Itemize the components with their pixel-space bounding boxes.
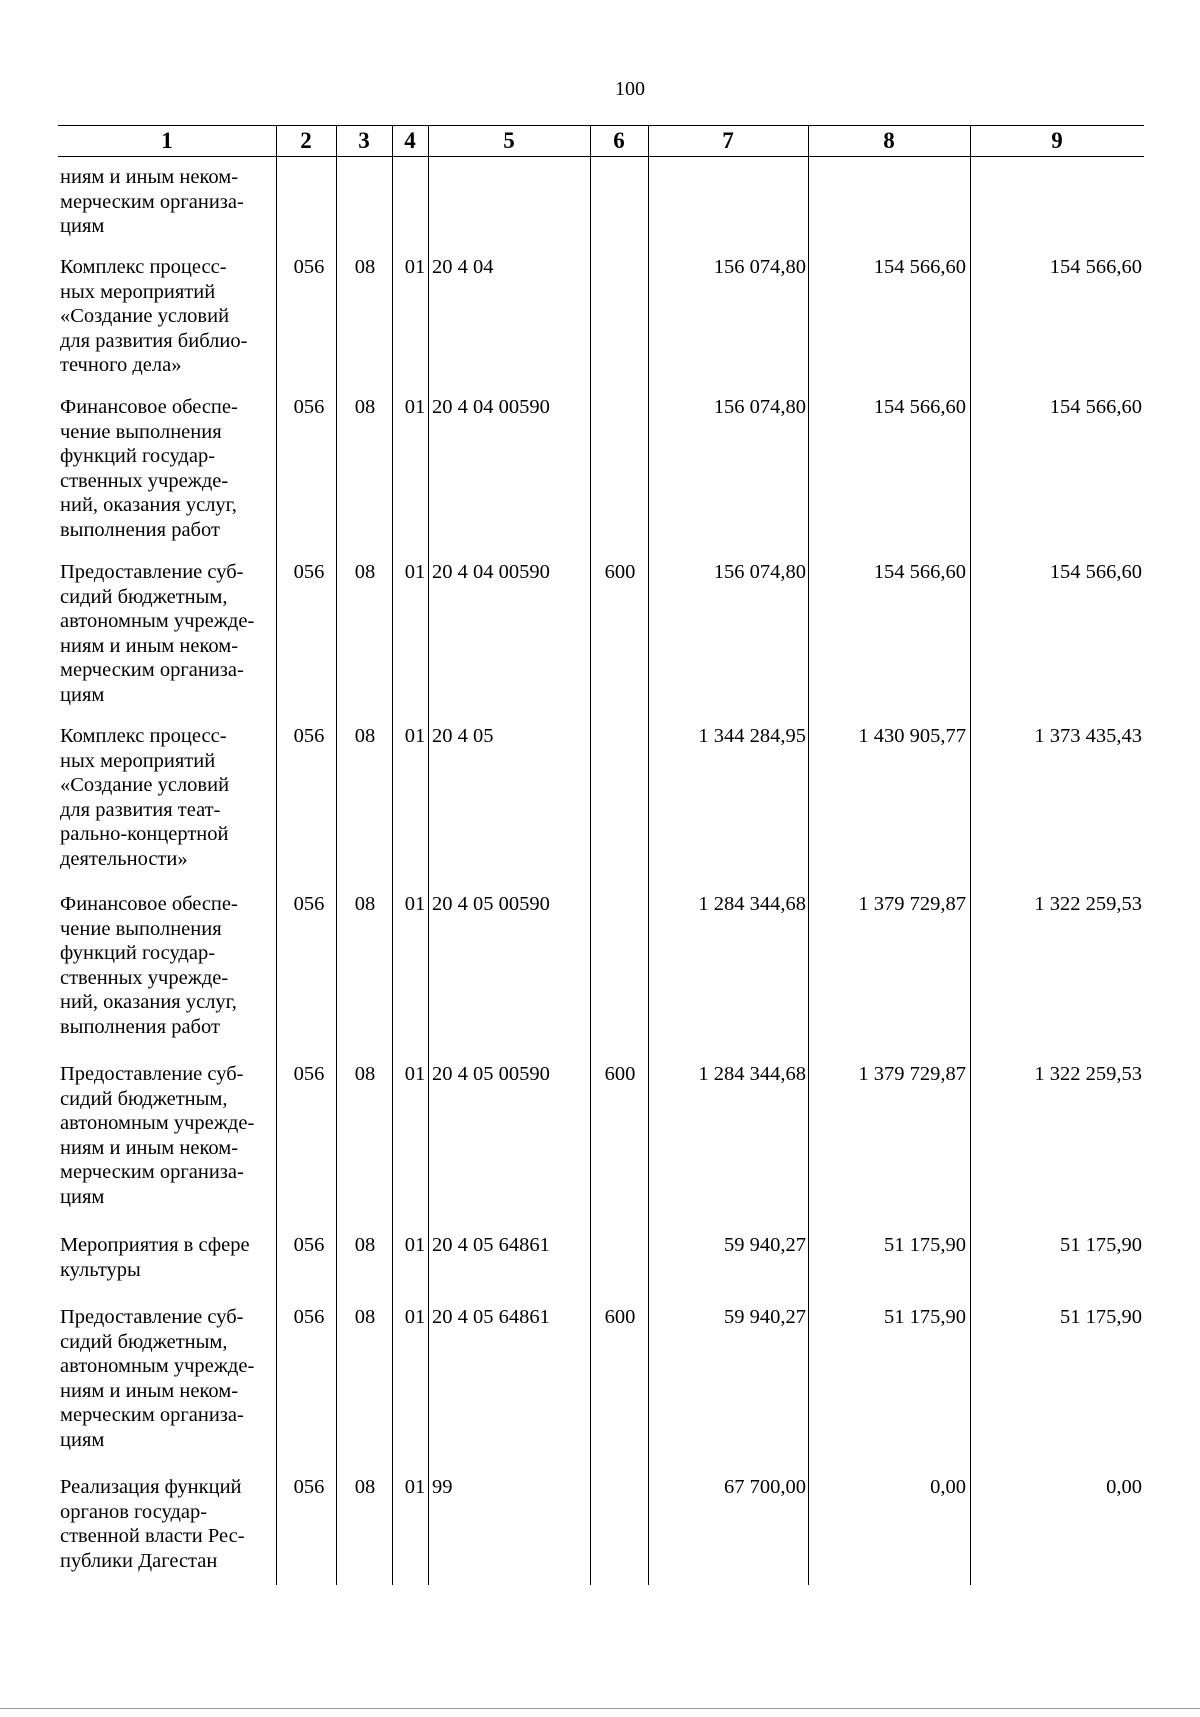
cell-col-2: 056 (293, 1306, 325, 1328)
column-divider (648, 125, 649, 1585)
cell-col-8: 1 379 729,87 (858, 1063, 966, 1085)
cell-col-6: 600 (604, 1063, 636, 1085)
cell-col-7: 1 284 344,68 (698, 893, 806, 915)
cell-col-7: 59 940,27 (724, 1234, 806, 1256)
cell-col-4: 01 (404, 396, 426, 418)
header-col-1: 1 (161, 128, 173, 153)
header-col-6: 6 (613, 128, 625, 153)
cell-col-8: 154 566,60 (873, 256, 966, 278)
cell-col-9: 51 175,90 (1060, 1234, 1142, 1256)
cell-col-2: 056 (293, 1234, 325, 1256)
cell-col-8: 154 566,60 (873, 396, 966, 418)
cell-col-4: 01 (404, 1234, 426, 1256)
cell-col-8: 154 566,60 (873, 561, 966, 583)
cell-col-7: 156 074,80 (713, 256, 806, 278)
header-col-4: 4 (404, 128, 416, 153)
row-name: Финансовое обеспе- чение выполнения функций государ- ственных учрежде- ний, оказания услуг, выполнения работ (60, 396, 238, 541)
cell-col-9: 51 175,90 (1060, 1306, 1142, 1328)
header-col-9: 9 (1051, 128, 1063, 153)
cell-col-5: 20 4 04 00590 (432, 396, 550, 418)
cell-col-2: 056 (293, 1476, 325, 1498)
column-divider (392, 125, 393, 1585)
cell-col-8: 1 379 729,87 (858, 893, 966, 915)
cell-col-2: 056 (293, 256, 325, 278)
cell-col-4: 01 (404, 893, 426, 915)
cell-col-3: 08 (354, 561, 376, 583)
row-name: Предоставление суб- сидий бюджетным, автономным учрежде- ниям и иным неком- мерческим организа- циям (60, 1063, 255, 1208)
row-name: Комплекс процесс- ных мероприятий «Создание условий для развития теат- рально-концертной деятельности» (60, 725, 230, 870)
cell-col-8: 51 175,90 (884, 1234, 966, 1256)
row-name: Реализация функций органов государ- ственной власти Рес- публики Дагестан (60, 1476, 245, 1572)
cell-col-2: 056 (293, 1063, 325, 1085)
cell-col-3: 08 (354, 256, 376, 278)
cell-col-9: 154 566,60 (1049, 256, 1142, 278)
cell-col-7: 156 074,80 (713, 396, 806, 418)
cell-col-2: 056 (293, 725, 325, 747)
cell-col-4: 01 (404, 725, 426, 747)
cell-col-3: 08 (354, 725, 376, 747)
cell-col-9: 154 566,60 (1049, 396, 1142, 418)
header-col-7: 7 (722, 128, 734, 153)
row-name: Комплекс процесс- ных мероприятий «Создание условий для развития библио- течного дела» (60, 256, 248, 377)
cell-col-4: 01 (404, 256, 426, 278)
cell-col-5: 20 4 04 (432, 256, 494, 278)
cell-col-8: 51 175,90 (884, 1306, 966, 1328)
cell-col-9: 1 322 259,53 (1034, 1063, 1142, 1085)
cell-col-7: 156 074,80 (713, 561, 806, 583)
cell-col-4: 01 (404, 1476, 426, 1498)
row-name: Финансовое обеспе- чение выполнения функций государ- ственных учрежде- ний, оказания услуг, выполнения работ (60, 893, 238, 1038)
cell-col-5: 20 4 04 00590 (432, 561, 550, 583)
table-header (58, 125, 1144, 157)
cell-col-3: 08 (354, 1063, 376, 1085)
page-number: 100 (615, 78, 645, 100)
cell-col-2: 056 (293, 893, 325, 915)
cell-col-3: 08 (354, 893, 376, 915)
column-divider (808, 125, 809, 1585)
page-bottom-edge (0, 1708, 1200, 1709)
cell-col-9: 1 322 259,53 (1034, 893, 1142, 915)
cell-col-3: 08 (354, 1476, 376, 1498)
cell-col-8: 1 430 905,77 (858, 725, 966, 747)
cell-col-3: 08 (354, 1306, 376, 1328)
cell-col-6: 600 (604, 561, 636, 583)
header-col-5: 5 (503, 128, 515, 153)
column-divider (970, 125, 971, 1585)
cell-col-2: 056 (293, 561, 325, 583)
row-name: ниям и иным неком- мерческим организа- циям (60, 166, 244, 238)
cell-col-5: 20 4 05 (432, 725, 494, 747)
cell-col-5: 99 (432, 1476, 453, 1498)
cell-col-6: 600 (604, 1306, 636, 1328)
column-divider (276, 125, 277, 1585)
cell-col-9: 1 373 435,43 (1034, 725, 1142, 747)
row-name: Предоставление суб- сидий бюджетным, автономным учрежде- ниям и иным неком- мерческим организа- циям (60, 1306, 255, 1451)
cell-col-7: 67 700,00 (724, 1476, 806, 1498)
cell-col-3: 08 (354, 396, 376, 418)
cell-col-7: 59 940,27 (724, 1306, 806, 1328)
cell-col-3: 08 (354, 1234, 376, 1256)
cell-col-9: 0,00 (1106, 1476, 1142, 1498)
column-divider (428, 125, 429, 1585)
header-col-3: 3 (358, 128, 370, 153)
row-name: Предоставление суб- сидий бюджетным, автономным учрежде- ниям и иным неком- мерческим организа- циям (60, 561, 255, 706)
column-divider (336, 125, 337, 1585)
cell-col-8: 0,00 (930, 1476, 966, 1498)
header-col-8: 8 (883, 128, 895, 153)
cell-col-5: 20 4 05 64861 (432, 1234, 550, 1256)
cell-col-7: 1 344 284,95 (698, 725, 806, 747)
cell-col-5: 20 4 05 64861 (432, 1306, 550, 1328)
column-divider (590, 125, 591, 1585)
cell-col-7: 1 284 344,68 (698, 1063, 806, 1085)
cell-col-4: 01 (404, 561, 426, 583)
cell-col-9: 154 566,60 (1049, 561, 1142, 583)
cell-col-4: 01 (404, 1306, 426, 1328)
cell-col-4: 01 (404, 1063, 426, 1085)
header-col-2: 2 (300, 128, 312, 153)
row-name: Мероприятия в сфере культуры (60, 1234, 250, 1281)
cell-col-5: 20 4 05 00590 (432, 1063, 550, 1085)
cell-col-2: 056 (293, 396, 325, 418)
cell-col-5: 20 4 05 00590 (432, 893, 550, 915)
